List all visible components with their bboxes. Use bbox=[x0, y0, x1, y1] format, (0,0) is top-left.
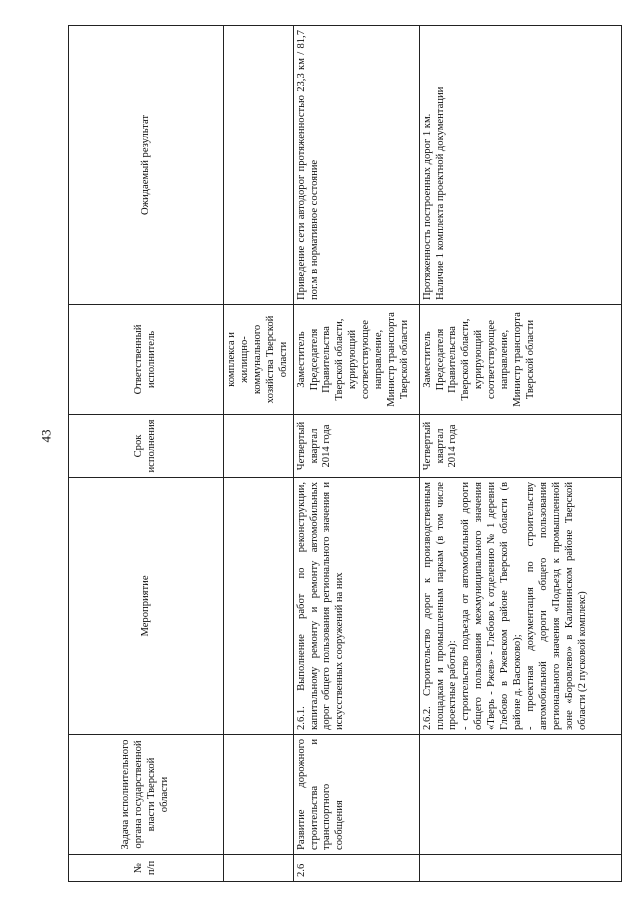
measure-line: - строительство подъезда от автомобильной дороги общего пользования межмуниципального значения «Тверь - Ржев» - Глебово к отделению № 1 деревни Глебово в Ржевском районе Тверской области (в районе д. Васюково); bbox=[460, 482, 524, 730]
cell-task bbox=[419, 735, 621, 855]
header-measure: Мероприятие bbox=[69, 478, 224, 735]
page-number bbox=[38, 421, 54, 451]
page-number-text: 43 bbox=[38, 429, 53, 443]
measures-table bbox=[68, 25, 622, 882]
result-line: Наличие 1 комплекта проектной документации bbox=[434, 86, 446, 300]
measure-line: 2.6.2. Строительство дорог к производственным площадкам и промышленным паркам (в том числе проектные работы): bbox=[421, 482, 459, 730]
measure-line: - проектная документация по строительству автомобильной дороги общего пользования регионального значения «Подъезд к промышленной зоне «Боровлево» в Калининском районе Тверской области (2 пусковой комплекс) bbox=[524, 482, 588, 730]
cell-responsible: Заместитель Председателя Правительства Тверской области, курирующий соответствующее направление, Министр транспорта Тверской области bbox=[293, 305, 419, 415]
table-row-2-6-2 bbox=[419, 26, 621, 882]
table-header-row bbox=[69, 26, 224, 882]
cell-responsible: Заместитель Председателя Правительства Тверской области, курирующий соответствующее направление, Министр транспорта Тверской области bbox=[419, 305, 621, 415]
header-responsible: Ответственный исполнитель bbox=[69, 305, 224, 415]
table-row-continuation bbox=[224, 26, 294, 882]
cell-measure bbox=[419, 478, 621, 735]
cell-measure: 2.6.1. Выполнение работ по реконструкции, капитальному ремонту и ремонту автомобильных дорог общего пользования регионального значения и искусственных сооружений на них bbox=[293, 478, 419, 735]
cell-result bbox=[419, 26, 621, 305]
cell-term: Четвертый квартал 2014 года bbox=[419, 415, 621, 478]
header-result: Ожидаемый результат bbox=[69, 26, 224, 305]
cell-responsible: комплекса и жилищно-коммунального хозяйства Тверской области bbox=[224, 305, 294, 415]
header-term: Срок исполнения bbox=[69, 415, 224, 478]
rotated-table-container bbox=[68, 26, 610, 882]
cell-num: 2.6 bbox=[293, 855, 419, 882]
cell-measure bbox=[224, 478, 294, 735]
cell-term: Четвертый квартал 2014 года bbox=[293, 415, 419, 478]
cell-task bbox=[224, 735, 294, 855]
cell-num bbox=[224, 855, 294, 882]
cell-term bbox=[224, 415, 294, 478]
cell-result: Приведение сети автодорог протяженностью 23,3 км / 81,7 пог.м в нормативное состояние bbox=[293, 26, 419, 305]
result-line: Протяженность построенных дорог 1 км. bbox=[421, 113, 433, 300]
header-num: № п/п bbox=[69, 855, 224, 882]
table-row-2-6-1 bbox=[293, 26, 419, 882]
cell-task: Развитие дорожного строительства и транспортного сообщения bbox=[293, 735, 419, 855]
cell-num bbox=[419, 855, 621, 882]
cell-result bbox=[224, 26, 294, 305]
header-task: Задача исполнительного органа государственной власти Тверской области bbox=[69, 735, 224, 855]
